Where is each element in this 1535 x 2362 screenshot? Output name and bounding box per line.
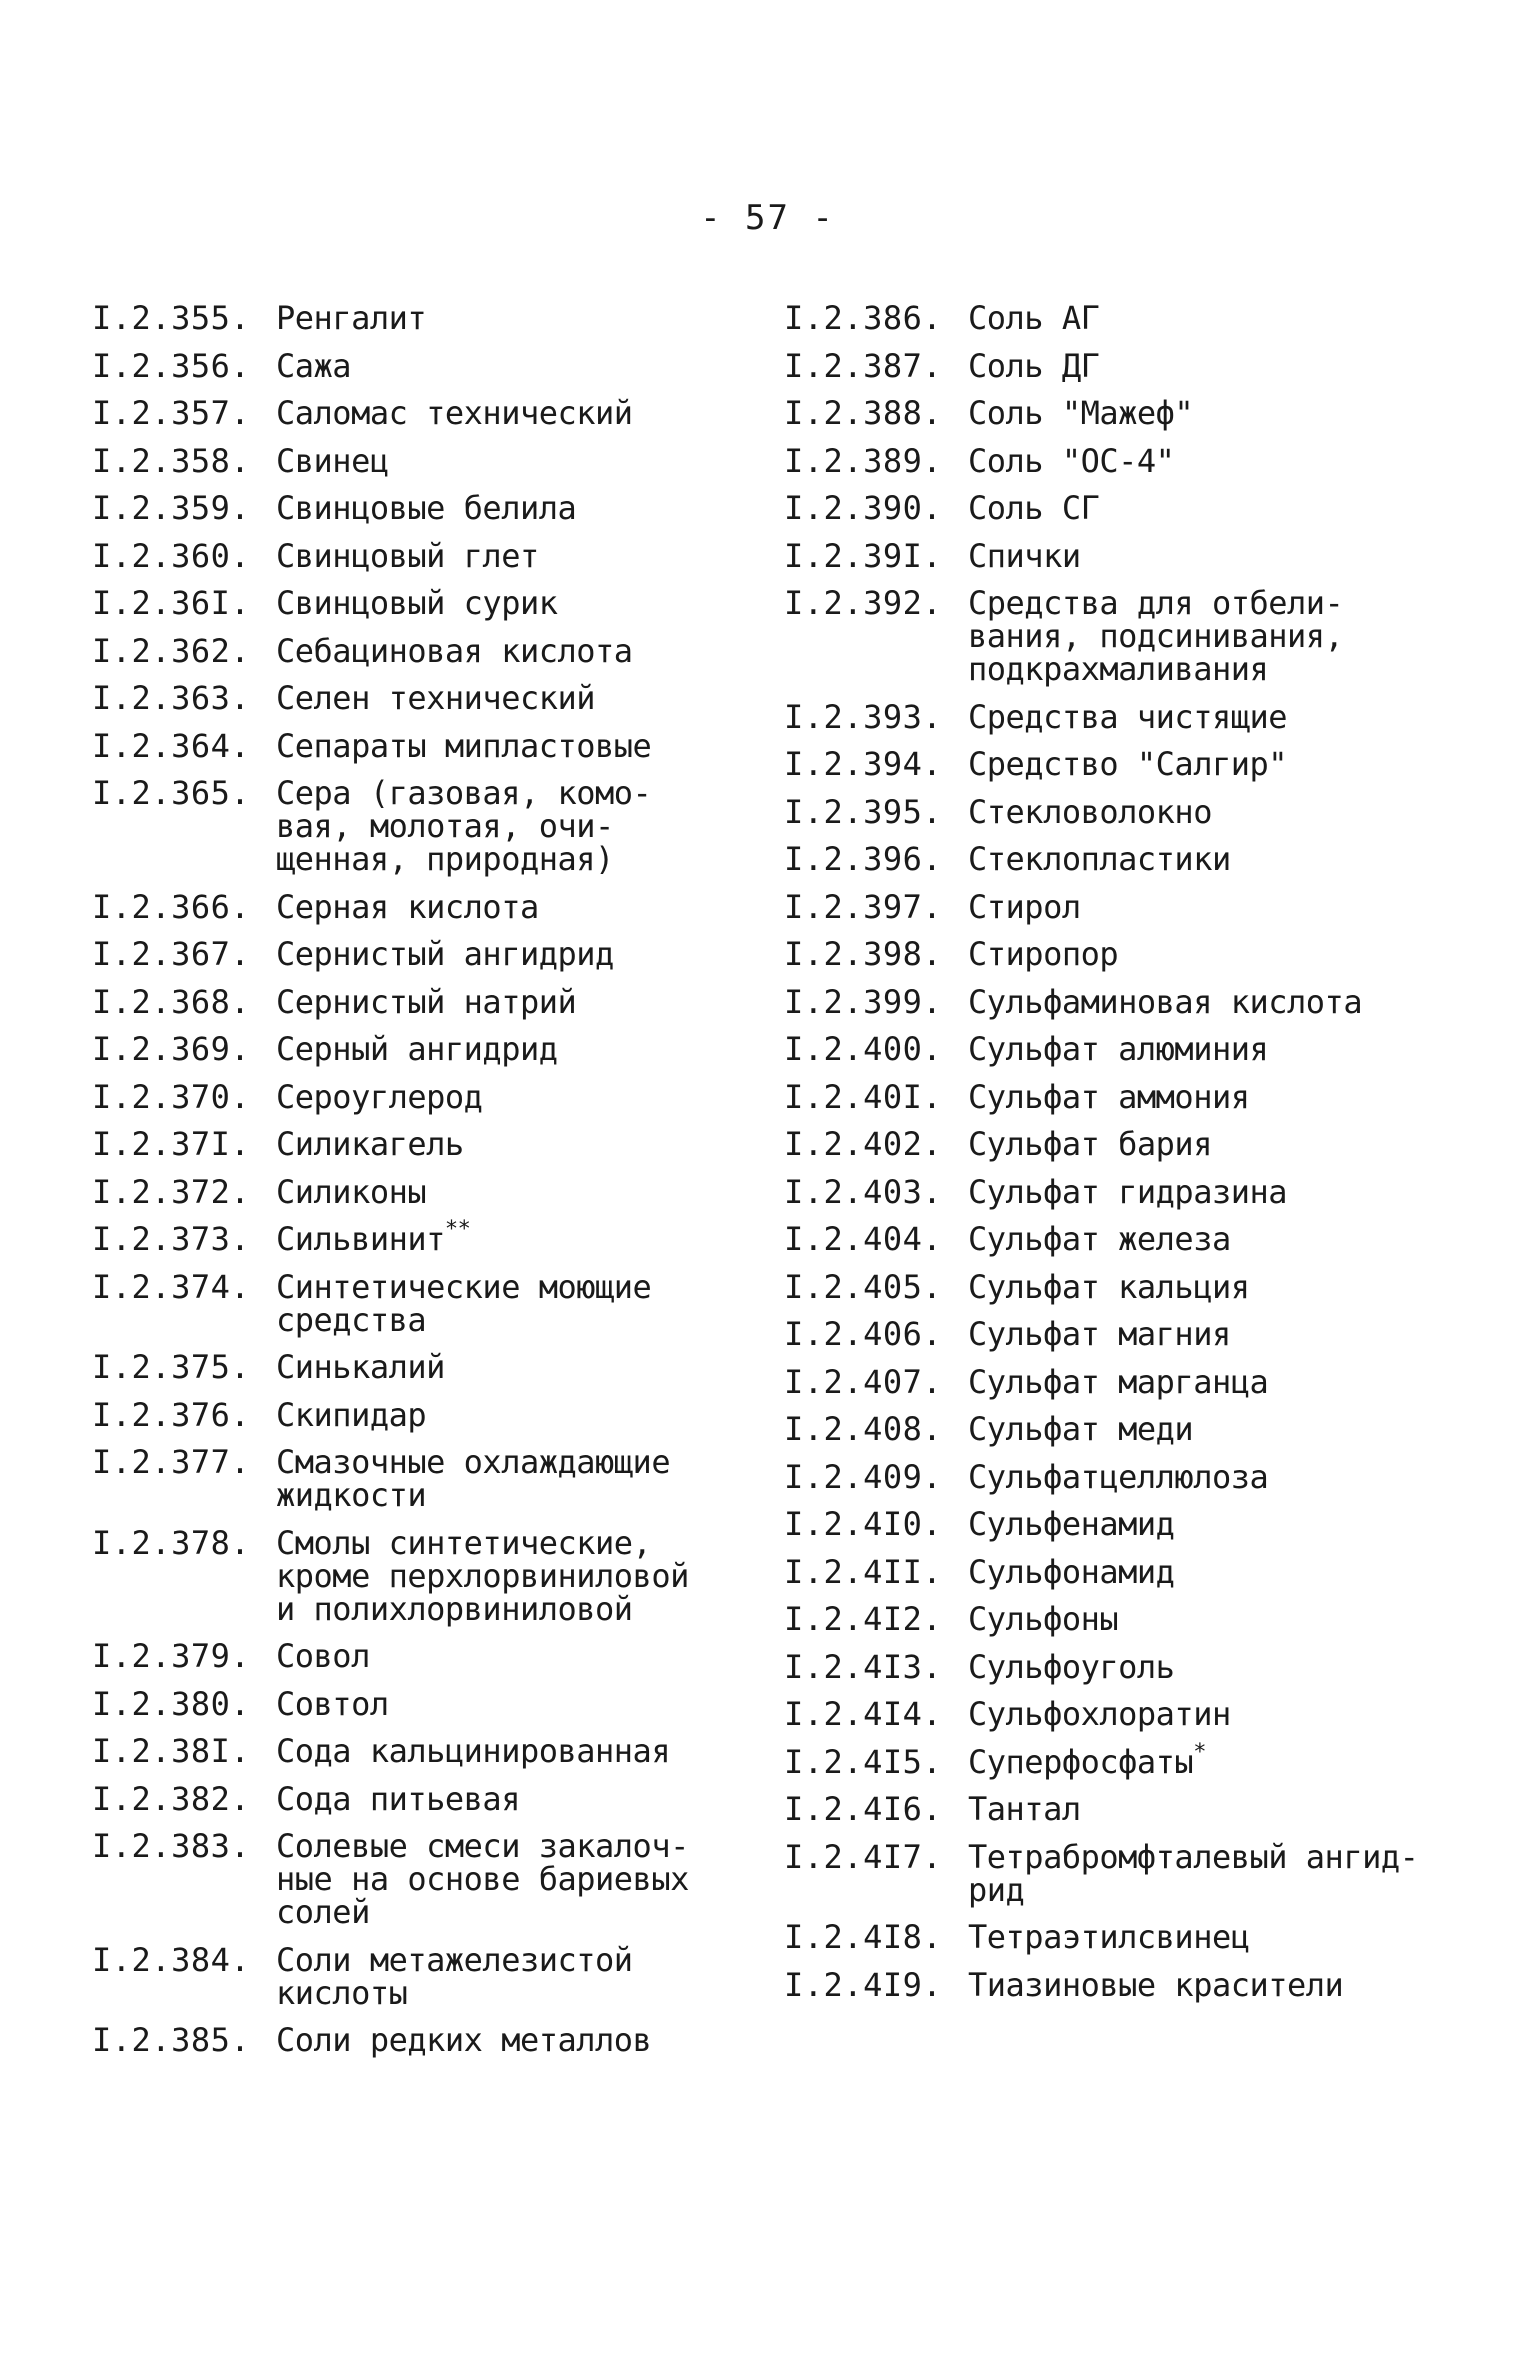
list-item bbox=[92, 1217, 732, 1258]
list-item bbox=[784, 935, 1474, 973]
list-item bbox=[784, 584, 1474, 688]
item-name: Совол bbox=[276, 1637, 370, 1675]
item-number: I.2.407. bbox=[784, 1362, 943, 1401]
list-item bbox=[784, 1315, 1474, 1353]
list-item bbox=[92, 1395, 732, 1434]
item-number: I.2.366. bbox=[92, 887, 251, 926]
item-name: Сульфонамид bbox=[968, 1552, 1175, 1591]
list-item bbox=[92, 631, 732, 670]
item-name: Соли редких металлов bbox=[276, 2021, 652, 2059]
item-name-block bbox=[276, 1348, 732, 1386]
item-number: I.2.390. bbox=[784, 489, 943, 527]
item-name-block bbox=[276, 1637, 732, 1675]
item-number: I.2.359. bbox=[92, 489, 251, 527]
item-name: Сульфат кальция bbox=[968, 1267, 1250, 1306]
left-column bbox=[92, 299, 732, 2072]
item-name-block bbox=[276, 726, 732, 765]
item-number: I.2.4II. bbox=[784, 1552, 943, 1591]
item-name: Совтол bbox=[276, 1684, 389, 1723]
item-number: I.2.374. bbox=[92, 1267, 251, 1306]
item-name-block bbox=[968, 1965, 1474, 2004]
item-name: Соль "Мажеф" bbox=[968, 394, 1194, 432]
item-name: Сода питьевая bbox=[276, 1779, 520, 1818]
item-number: I.2.38I. bbox=[92, 1732, 251, 1770]
list-item bbox=[92, 679, 732, 717]
item-name: Серная кислота bbox=[276, 887, 539, 926]
list-item bbox=[784, 441, 1474, 480]
list-item bbox=[92, 2021, 732, 2059]
item-name-block bbox=[276, 1443, 732, 1514]
item-name: Силикагель bbox=[276, 1125, 464, 1163]
item-number: I.2.363. bbox=[92, 679, 251, 717]
item-name-block bbox=[276, 536, 732, 575]
item-name-block bbox=[968, 536, 1474, 575]
list-item bbox=[784, 1362, 1474, 1401]
item-name: Сульфат аммония bbox=[968, 1077, 1250, 1116]
item-number: I.2.358. bbox=[92, 441, 251, 480]
item-name: Синькалий bbox=[276, 1348, 445, 1386]
item-name: Тантал bbox=[968, 1790, 1081, 1828]
list-item bbox=[784, 536, 1474, 575]
item-name: Тетрабромфталевый ангид- рид bbox=[968, 1837, 1419, 1909]
item-number: I.2.4I9. bbox=[784, 1965, 943, 2004]
list-item bbox=[92, 1523, 732, 1628]
item-number: I.2.377. bbox=[92, 1443, 251, 1481]
list-item bbox=[784, 982, 1474, 1021]
item-number: I.2.380. bbox=[92, 1684, 251, 1723]
item-name: Тетраэтилсвинец bbox=[968, 1918, 1250, 1956]
item-name-block bbox=[276, 1523, 732, 1628]
item-name-block bbox=[968, 299, 1474, 337]
item-name-block bbox=[276, 887, 732, 926]
right-column bbox=[784, 299, 1474, 2016]
item-name: Сера (газовая, комо- вая, молотая, очи- щенная, природная) bbox=[276, 774, 652, 878]
list-item bbox=[92, 982, 732, 1021]
item-number: I.2.395. bbox=[784, 792, 943, 831]
item-name-block bbox=[276, 1395, 732, 1434]
item-name-block bbox=[276, 441, 732, 480]
list-item bbox=[784, 1552, 1474, 1591]
item-name: Силиконы bbox=[276, 1172, 427, 1211]
item-name: Сульфат магния bbox=[968, 1315, 1231, 1353]
list-item bbox=[784, 394, 1474, 432]
list-item bbox=[784, 346, 1474, 385]
item-name: Соль "ОС-4" bbox=[968, 441, 1175, 480]
item-name-block bbox=[968, 1362, 1474, 1401]
item-name: Стирол bbox=[968, 887, 1081, 926]
list-item bbox=[92, 584, 732, 622]
item-name: Соли метажелезистой кислоты bbox=[276, 1940, 633, 2012]
item-name: Стекловолокно bbox=[968, 792, 1212, 831]
list-item bbox=[92, 441, 732, 480]
item-name: Свинец bbox=[276, 441, 389, 480]
item-name-block bbox=[968, 1267, 1474, 1306]
item-name-block bbox=[968, 1505, 1474, 1543]
list-item bbox=[784, 1457, 1474, 1496]
item-name: Суперфосфаты bbox=[968, 1742, 1194, 1781]
item-name: Свинцовый сурик bbox=[276, 584, 558, 622]
list-item bbox=[92, 489, 732, 527]
item-name-block bbox=[968, 394, 1474, 432]
item-number: I.2.385. bbox=[92, 2021, 251, 2059]
list-item bbox=[784, 1647, 1474, 1686]
item-name: Сульфат алюминия bbox=[968, 1030, 1269, 1068]
item-name-block bbox=[276, 1684, 732, 1723]
item-name: Сульфат бария bbox=[968, 1125, 1212, 1163]
list-item bbox=[784, 1220, 1474, 1258]
item-name: Соль СГ bbox=[968, 489, 1100, 527]
list-item bbox=[784, 887, 1474, 926]
item-name-block bbox=[968, 1739, 1474, 1781]
list-item bbox=[92, 1348, 732, 1386]
item-name: Саломас технический bbox=[276, 394, 633, 432]
item-name: Сульфат меди bbox=[968, 1410, 1194, 1448]
item-number: I.2.379. bbox=[92, 1637, 251, 1675]
list-item bbox=[92, 887, 732, 926]
item-name: Сульфат железа bbox=[968, 1220, 1231, 1258]
list-item bbox=[784, 1837, 1474, 1909]
item-name-block bbox=[968, 1077, 1474, 1116]
item-number: I.2.4I6. bbox=[784, 1790, 943, 1828]
item-name-block bbox=[968, 1695, 1474, 1733]
item-name-block bbox=[276, 774, 732, 878]
item-name: Свинцовый глет bbox=[276, 536, 539, 575]
list-item bbox=[784, 792, 1474, 831]
list-item bbox=[92, 1172, 732, 1211]
item-name-block bbox=[968, 1172, 1474, 1211]
item-number: I.2.362. bbox=[92, 631, 251, 670]
footnote-mark: * bbox=[1193, 1739, 1206, 1765]
list-item bbox=[92, 1827, 732, 1931]
item-name: Сульфаминовая кислота bbox=[968, 982, 1363, 1021]
item-name-block bbox=[968, 935, 1474, 973]
item-name-block bbox=[276, 2021, 732, 2059]
page-number: - 57 - bbox=[700, 198, 835, 238]
list-item bbox=[92, 1779, 732, 1818]
item-number: I.2.360. bbox=[92, 536, 251, 575]
item-name-block bbox=[276, 631, 732, 670]
item-name-block bbox=[968, 346, 1474, 385]
item-name-block bbox=[276, 1125, 732, 1163]
list-item bbox=[784, 489, 1474, 527]
item-number: I.2.37I. bbox=[92, 1125, 251, 1163]
list-item bbox=[92, 1125, 732, 1163]
item-number: I.2.4I2. bbox=[784, 1600, 943, 1638]
item-name-block bbox=[968, 840, 1474, 878]
item-number: I.2.368. bbox=[92, 982, 251, 1021]
item-name-block bbox=[276, 1030, 732, 1068]
item-name-block bbox=[968, 1030, 1474, 1068]
item-number: I.2.376. bbox=[92, 1395, 251, 1434]
item-name: Себациновая кислота bbox=[276, 631, 633, 670]
item-name-block bbox=[276, 1940, 732, 2012]
item-number: I.2.369. bbox=[92, 1030, 251, 1068]
item-number: I.2.4I8. bbox=[784, 1918, 943, 1956]
item-number: I.2.387. bbox=[784, 346, 943, 385]
item-name-block bbox=[276, 346, 732, 385]
item-number: I.2.396. bbox=[784, 840, 943, 878]
item-number: I.2.403. bbox=[784, 1172, 943, 1211]
item-name-block bbox=[276, 1779, 732, 1818]
item-number: I.2.402. bbox=[784, 1125, 943, 1163]
list-item bbox=[784, 1965, 1474, 2004]
item-name: Сульфоуголь bbox=[968, 1647, 1175, 1686]
list-item bbox=[92, 1267, 732, 1339]
item-name: Селен технический bbox=[276, 679, 596, 717]
item-number: I.2.392. bbox=[784, 584, 943, 622]
list-item bbox=[784, 1600, 1474, 1638]
item-name-block bbox=[968, 1552, 1474, 1591]
item-name-block bbox=[276, 1172, 732, 1211]
item-name-block bbox=[968, 1315, 1474, 1353]
item-name: Сульфат гидразина bbox=[968, 1172, 1288, 1211]
list-item bbox=[784, 745, 1474, 783]
item-number: I.2.383. bbox=[92, 1827, 251, 1865]
list-item bbox=[784, 1172, 1474, 1211]
item-number: I.2.397. bbox=[784, 887, 943, 926]
item-name: Сажа bbox=[276, 346, 352, 385]
list-item bbox=[784, 1739, 1474, 1781]
list-item bbox=[92, 1030, 732, 1068]
list-item bbox=[92, 1684, 732, 1723]
list-item bbox=[92, 1443, 732, 1514]
item-name-block bbox=[276, 1732, 732, 1770]
list-item bbox=[92, 394, 732, 432]
item-name: Свинцовые белила bbox=[276, 489, 577, 527]
item-name: Скипидар bbox=[276, 1395, 427, 1434]
list-item bbox=[784, 840, 1474, 878]
item-number: I.2.4I0. bbox=[784, 1505, 943, 1543]
item-name-block bbox=[968, 1125, 1474, 1163]
list-item bbox=[784, 1125, 1474, 1163]
item-name-block bbox=[968, 441, 1474, 480]
item-name-block bbox=[968, 1600, 1474, 1638]
item-name: Стиропор bbox=[968, 935, 1119, 973]
item-number: I.2.370. bbox=[92, 1077, 251, 1116]
item-name-block bbox=[968, 697, 1474, 736]
item-number: I.2.365. bbox=[92, 774, 251, 812]
item-number: I.2.393. bbox=[784, 697, 943, 736]
item-name-block bbox=[968, 489, 1474, 527]
item-name-block bbox=[276, 584, 732, 622]
item-name: Сода кальцинированная bbox=[276, 1732, 671, 1770]
item-number: I.2.39I. bbox=[784, 536, 943, 575]
item-name-block bbox=[968, 1790, 1474, 1828]
item-name: Средство "Салгир" bbox=[968, 745, 1288, 783]
item-name: Тиазиновые красители bbox=[968, 1965, 1344, 2004]
item-name: Сульфенамид bbox=[968, 1505, 1175, 1543]
item-name-block bbox=[276, 1077, 732, 1116]
item-number: I.2.4I3. bbox=[784, 1647, 943, 1686]
list-item bbox=[92, 1077, 732, 1116]
item-name: Сульфатцеллюлоза bbox=[968, 1457, 1269, 1496]
item-number: I.2.398. bbox=[784, 935, 943, 973]
list-item bbox=[92, 774, 732, 878]
item-number: I.2.36I. bbox=[92, 584, 251, 622]
list-item bbox=[784, 1695, 1474, 1733]
item-name-block bbox=[968, 1410, 1474, 1448]
item-name: Средства для отбели- вания, подсинивания, подкрахмаливания bbox=[968, 584, 1344, 688]
item-name: Сероуглерод bbox=[276, 1077, 483, 1116]
item-name: Синтетические моющие средства bbox=[276, 1267, 652, 1339]
item-number: I.2.399. bbox=[784, 982, 943, 1021]
item-number: I.2.404. bbox=[784, 1220, 943, 1258]
item-name-block bbox=[276, 1827, 732, 1931]
item-name-block bbox=[968, 1837, 1474, 1909]
item-name: Серный ангидрид bbox=[276, 1030, 558, 1068]
item-number: I.2.355. bbox=[92, 299, 251, 337]
list-item bbox=[784, 1030, 1474, 1068]
item-name: Смазочные охлаждающие жидкости bbox=[276, 1443, 671, 1514]
item-name: Сильвинит bbox=[276, 1220, 445, 1258]
item-number: I.2.4I7. bbox=[784, 1837, 943, 1876]
list-item bbox=[784, 697, 1474, 736]
item-number: I.2.356. bbox=[92, 346, 251, 385]
list-item bbox=[92, 536, 732, 575]
item-name-block bbox=[968, 1220, 1474, 1258]
item-number: I.2.373. bbox=[92, 1220, 251, 1258]
item-number: I.2.367. bbox=[92, 935, 251, 973]
item-name-block bbox=[968, 792, 1474, 831]
list-item bbox=[784, 1077, 1474, 1116]
list-item bbox=[784, 1505, 1474, 1543]
item-number: I.2.40I. bbox=[784, 1077, 943, 1116]
item-number: I.2.378. bbox=[92, 1523, 251, 1562]
item-name: Сернистый натрий bbox=[276, 982, 577, 1021]
item-name: Солевые смеси закалоч- ные на основе бариевых солей bbox=[276, 1827, 689, 1931]
item-number: I.2.389. bbox=[784, 441, 943, 480]
item-number: I.2.409. bbox=[784, 1457, 943, 1496]
item-name-block bbox=[276, 489, 732, 527]
item-name-block bbox=[968, 1647, 1474, 1686]
item-number: I.2.4I5. bbox=[784, 1742, 943, 1781]
item-name: Соль АГ bbox=[968, 299, 1100, 337]
item-name: Смолы синтетические, кроме перхлорвиниловой и полихлорвиниловой bbox=[276, 1523, 689, 1628]
item-name-block bbox=[276, 935, 732, 973]
item-name: Средства чистящие bbox=[968, 697, 1288, 736]
item-name: Соль ДГ bbox=[968, 346, 1100, 385]
item-name-block bbox=[968, 887, 1474, 926]
list-item bbox=[92, 1637, 732, 1675]
item-name-block bbox=[276, 679, 732, 717]
item-number: I.2.382. bbox=[92, 1779, 251, 1818]
list-item bbox=[92, 935, 732, 973]
item-number: I.2.4I4. bbox=[784, 1695, 943, 1733]
item-name-block bbox=[276, 1267, 732, 1339]
item-name: Ренгалит bbox=[276, 299, 427, 337]
item-name: Сульфохлоратин bbox=[968, 1695, 1231, 1733]
item-name: Сепараты мипластовые bbox=[276, 726, 652, 765]
list-item bbox=[92, 1732, 732, 1770]
item-number: I.2.386. bbox=[784, 299, 943, 337]
item-name-block bbox=[276, 394, 732, 432]
item-name-block bbox=[968, 1457, 1474, 1496]
item-number: I.2.357. bbox=[92, 394, 251, 432]
item-name: Стеклопластики bbox=[968, 840, 1231, 878]
item-name-block bbox=[968, 982, 1474, 1021]
list-item bbox=[784, 1918, 1474, 1956]
item-name: Сернистый ангидрид bbox=[276, 935, 614, 973]
item-name: Сульфат марганца bbox=[968, 1362, 1269, 1401]
item-name: Сульфоны bbox=[968, 1600, 1119, 1638]
item-number: I.2.405. bbox=[784, 1267, 943, 1306]
list-item bbox=[784, 1267, 1474, 1306]
item-name-block bbox=[968, 1918, 1474, 1956]
list-item bbox=[92, 726, 732, 765]
item-name-block bbox=[968, 745, 1474, 783]
item-number: I.2.408. bbox=[784, 1410, 943, 1448]
list-item bbox=[784, 1790, 1474, 1828]
item-number: I.2.364. bbox=[92, 726, 251, 765]
list-item bbox=[92, 299, 732, 337]
item-number: I.2.388. bbox=[784, 394, 943, 432]
item-number: I.2.406. bbox=[784, 1315, 943, 1353]
list-item bbox=[92, 346, 732, 385]
list-item bbox=[92, 1940, 732, 2012]
item-number: I.2.372. bbox=[92, 1172, 251, 1211]
item-name-block bbox=[968, 584, 1474, 688]
item-name-block bbox=[276, 299, 732, 337]
footnote-mark: ** bbox=[444, 1217, 471, 1242]
list-item bbox=[784, 299, 1474, 337]
item-number: I.2.375. bbox=[92, 1348, 251, 1386]
item-name-block bbox=[276, 1217, 732, 1258]
item-name: Спички bbox=[968, 536, 1081, 575]
list-item bbox=[784, 1410, 1474, 1448]
item-number: I.2.400. bbox=[784, 1030, 943, 1068]
item-name-block bbox=[276, 982, 732, 1021]
item-number: I.2.394. bbox=[784, 745, 943, 783]
item-number: I.2.384. bbox=[92, 1940, 251, 1979]
